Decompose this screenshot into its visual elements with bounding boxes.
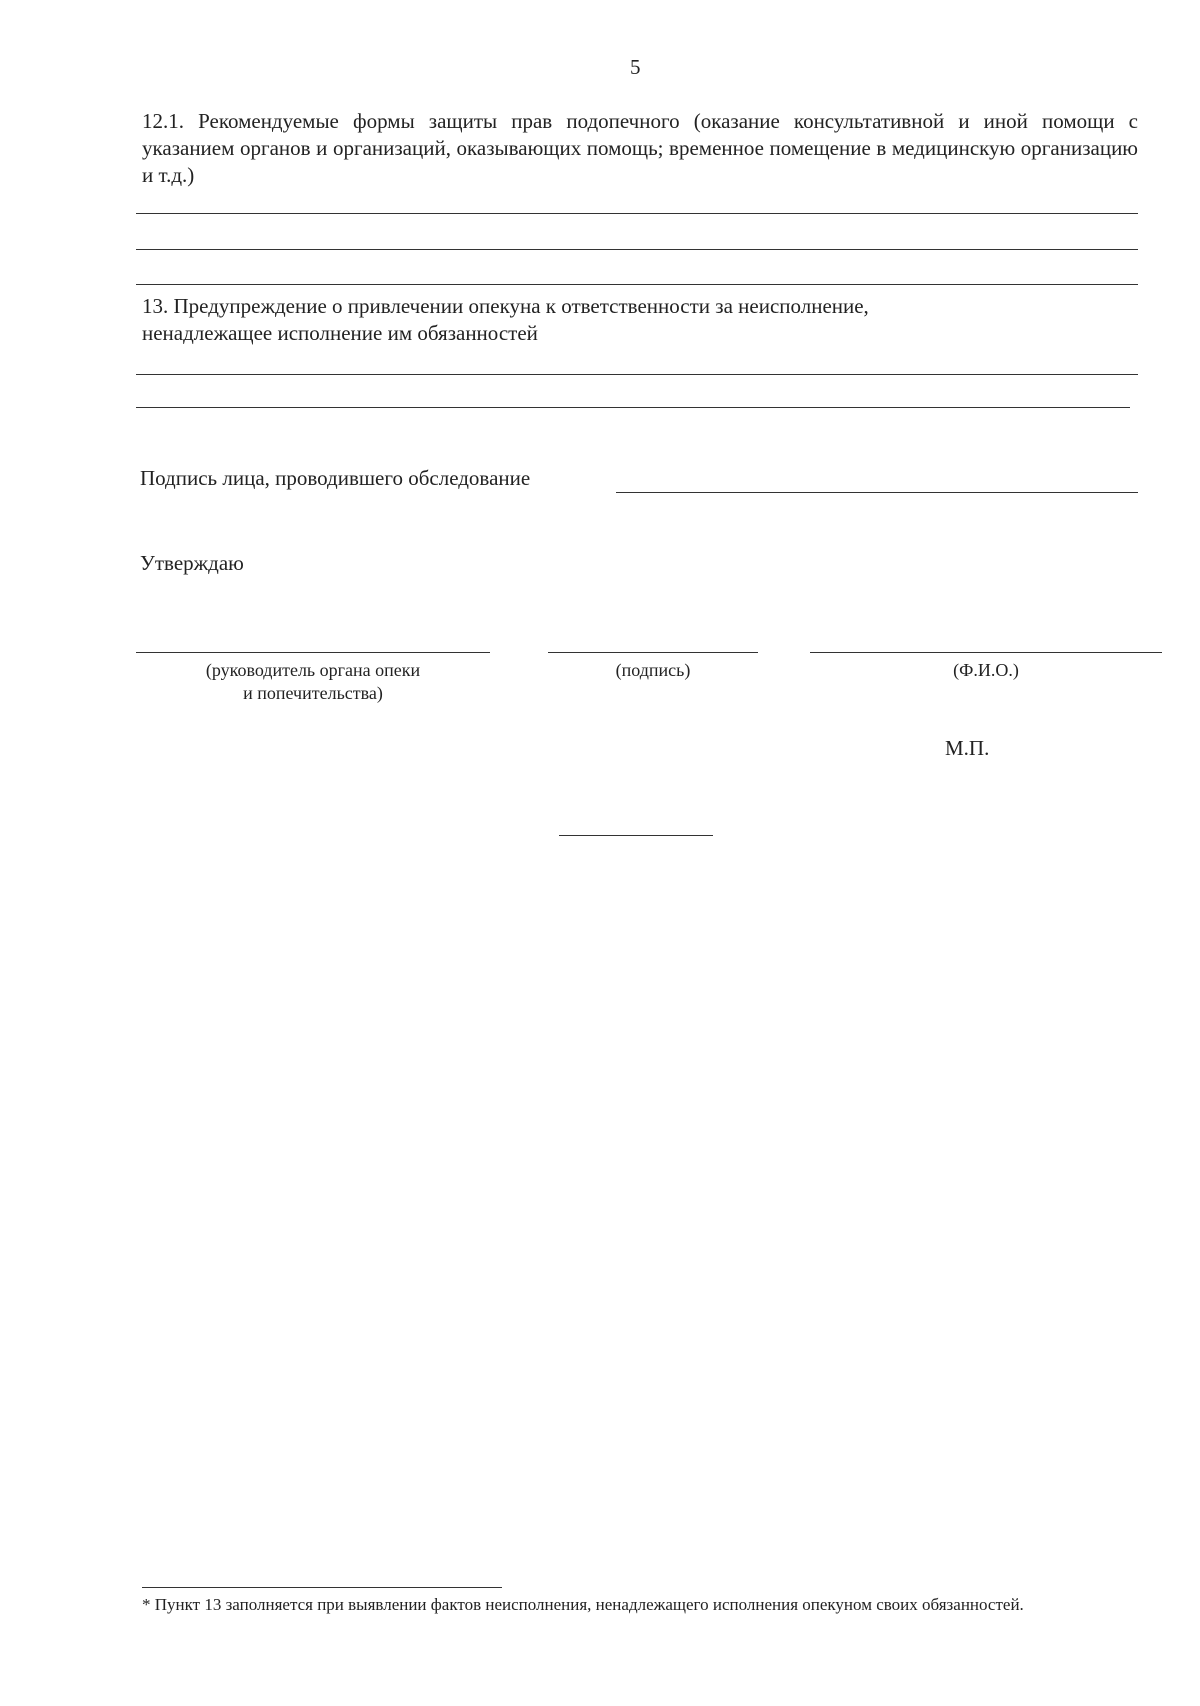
name-label: (Ф.И.О.): [953, 660, 1019, 680]
answer-line-12-1[interactable]: [136, 284, 1138, 285]
item-12-1-text: 12.1. Рекомендуемые формы защиты прав подопечного (оказание консультативной и иной помощи с указанием органов и организаций, оказывающих помощь; временное помещение в медицинскую организацию и т.д.): [142, 109, 1138, 187]
signature-line[interactable]: [548, 652, 758, 653]
page-number: 5: [630, 55, 641, 79]
head-label: [136, 659, 490, 705]
footnote-rule: [142, 1587, 502, 1588]
item-13-line1: 13. Предупреждение о привлечении опекуна к ответственности за неисполнение,: [142, 294, 869, 318]
answer-line-13[interactable]: [136, 407, 1130, 408]
head-label-line1: (руководитель органа опеки: [205, 660, 421, 680]
answer-line-12-1[interactable]: [136, 249, 1138, 250]
head-label-line2: и попечительства): [243, 683, 383, 703]
answer-line-12-1[interactable]: [136, 213, 1138, 214]
separator-line: [559, 835, 713, 836]
seal-label: М.П.: [945, 736, 990, 760]
item-13-line2: ненадлежащее исполнение им обязанностей: [142, 321, 538, 345]
signature-label: (подпись): [615, 660, 691, 680]
inspector-signature-label: Подпись лица, проводившего обследование: [140, 466, 531, 490]
footnote: * Пункт 13 заполняется при выявлении фактов неисполнения, ненадлежащего исполнения опекуном своих обязанностей.: [142, 1595, 1024, 1614]
head-line[interactable]: [136, 652, 490, 653]
approve-label: Утверждаю: [140, 551, 244, 575]
name-line[interactable]: [810, 652, 1162, 653]
answer-line-13[interactable]: [136, 374, 1138, 375]
inspector-signature-line[interactable]: [616, 492, 1138, 493]
